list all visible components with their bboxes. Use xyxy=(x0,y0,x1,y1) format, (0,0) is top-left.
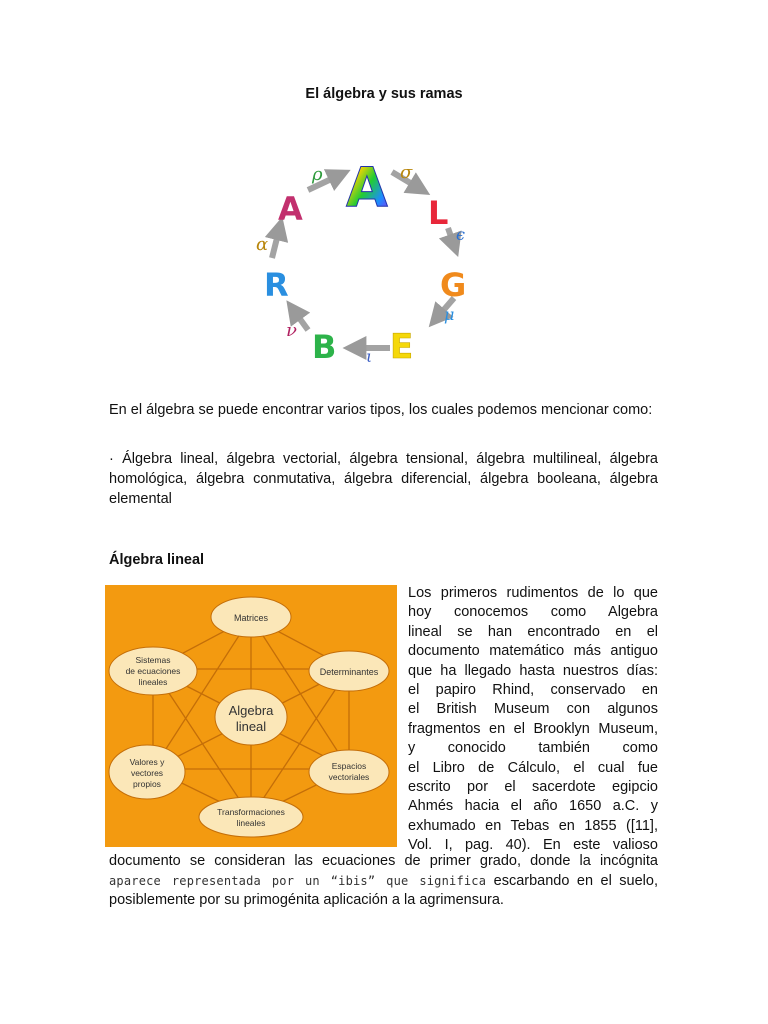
algebra-cycle-illustration xyxy=(250,148,480,372)
node-transformaciones xyxy=(199,797,303,837)
wrapped-line: el British Museum con algunos xyxy=(408,701,658,718)
wrapped-line: fragmentos en el Brooklyn Museum, xyxy=(408,720,658,737)
greek-sigma: σ xyxy=(400,162,413,183)
node-sistemas-label-3: lineales xyxy=(138,677,168,687)
cycle-letter-g: G xyxy=(440,266,467,304)
wrapped-line: lineal se han encontrado en el xyxy=(408,623,658,640)
cycle-letter-a-left: A xyxy=(278,190,303,228)
node-sistemas-label-1: Sistemas xyxy=(135,655,171,665)
cycle-letter-a-top: A xyxy=(346,156,388,219)
text-run: escarbando en el suelo, xyxy=(486,872,658,889)
center-label-1: Algebra xyxy=(228,703,274,718)
document-title: El álgebra y sus ramas xyxy=(305,86,463,102)
node-determinantes-label: Determinantes xyxy=(319,667,379,677)
node-matrices-label: Matrices xyxy=(233,613,269,623)
greek-iota: ι xyxy=(366,347,373,366)
node-sistemas-label-2: de ecuaciones xyxy=(125,666,181,676)
greek-nu: ν xyxy=(286,320,297,341)
wrapped-line: escrito por el sacerdote egipcio xyxy=(408,778,658,795)
node-espacios-label-2: vectoriales xyxy=(328,772,370,782)
mono-text-run: aparece representada por un “ibis” que significa xyxy=(109,873,487,888)
linear-algebra-diagram xyxy=(105,585,397,847)
cycle-letter-l: L xyxy=(428,194,449,232)
continued-line-2 xyxy=(109,872,658,892)
node-valores-label-2: vectores xyxy=(130,768,164,778)
wrapped-line: documento matemático más antiguo xyxy=(408,643,658,660)
greek-epsilon: ϵ xyxy=(456,225,465,244)
wrapped-line: Ahmés hacia el año 1650 a.C. y xyxy=(408,798,658,815)
wrapped-line: Vol. I, pag. 40). En este valioso xyxy=(408,837,658,854)
wrapped-paragraph xyxy=(408,584,658,855)
wrapped-line: Los primeros rudimentos de lo que xyxy=(408,585,658,601)
wrapped-line: que ha llegado hasta nuestros días: xyxy=(408,662,658,679)
section-heading: Álgebra lineal xyxy=(109,552,205,568)
wrapped-line: exhumado en Tebas en 1855 ([11], xyxy=(408,817,658,834)
greek-rho: ρ xyxy=(312,164,323,185)
greek-alpha: α xyxy=(256,234,269,255)
wrapped-line: y conocido también como xyxy=(408,740,658,757)
types-paragraph: · Álgebra lineal, álgebra vectorial, álgebra tensional, álgebra multilineal, álgebra homológica, álgebra conmutativa, álgebra diferencial, álgebra booleana, álgebra elemental xyxy=(109,451,658,507)
continued-line: posiblemente por su primogénita aplicación a la agrimensura. xyxy=(109,892,504,909)
continued-line: documento se consideran las ecuaciones de primer grado, donde la incógnita xyxy=(109,853,658,869)
wrapped-line: hoy conocemos como Algebra xyxy=(408,604,658,621)
greek-mu: μ xyxy=(444,305,455,324)
center-label-2: lineal xyxy=(235,719,267,734)
node-valores-label-3: propios xyxy=(133,779,161,789)
continued-paragraph xyxy=(109,852,658,911)
cycle-letter-r: R xyxy=(264,266,289,304)
node-transformaciones-label-1: Transformaciones xyxy=(217,807,285,817)
cycle-letter-b: B xyxy=(312,328,337,366)
node-espacios-label-1: Espacios xyxy=(331,761,367,771)
wrapped-line: el Libro de Cálculo, el cual fue xyxy=(408,759,658,776)
intro-paragraph: En el álgebra se puede encontrar varios tipos, los cuales podemos mencionar como: xyxy=(109,402,653,418)
cycle-letter-e: E xyxy=(390,327,414,367)
node-valores-label-1: Valores y xyxy=(129,757,165,767)
node-transformaciones-label-2: lineales xyxy=(236,818,266,828)
wrapped-line: el papiro Rhind, conservado en xyxy=(408,681,658,698)
